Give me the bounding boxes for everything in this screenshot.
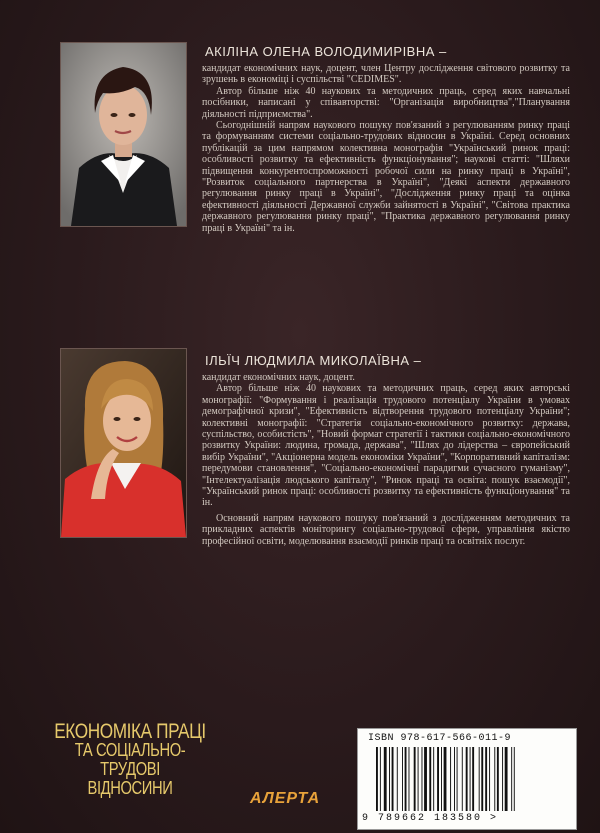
barcode-bar	[433, 747, 434, 811]
barcode-bar	[376, 747, 378, 811]
barcode-bar	[414, 747, 416, 811]
author2-bio-paragraph: Основний напрям наукового пошуку пов'язаний з дослідженням методичних та прикладних аспектів моніторингу соціально-трудової сфери, управління якістю професійної освіти, моделювання взаємодії ринків праці та освітніх послуг.	[202, 512, 570, 547]
barcode-bar	[450, 747, 451, 811]
barcode-bars	[376, 747, 556, 811]
ean-number: 9 789662 183580 >	[362, 813, 499, 824]
series-title	[30, 722, 230, 798]
barcode-bar	[479, 747, 480, 811]
barcode-bar	[441, 747, 442, 811]
author1-photo	[60, 42, 187, 227]
barcode-bar	[389, 747, 390, 811]
barcode-bar	[422, 747, 423, 811]
series-title-line: ЕКОНОМІКА ПРАЦІ	[54, 720, 206, 743]
barcode-bar	[497, 747, 499, 811]
barcode-bar	[502, 747, 503, 811]
barcode-bar	[466, 747, 468, 811]
barcode-bar	[418, 747, 419, 811]
author2-portrait	[61, 349, 186, 537]
barcode-bar	[397, 747, 398, 811]
barcode-bar	[429, 747, 431, 811]
barcode-bar	[380, 747, 381, 811]
author2-bio	[202, 372, 570, 547]
barcode-bar	[424, 747, 427, 811]
author1-bio-paragraph: Автор більше ніж 40 наукових та методичних праць, серед яких навчальні посібники, написані у співавторстві: "Організація виробництва","Планування діяльності підприємства".	[202, 85, 570, 120]
author1-bio	[202, 63, 570, 234]
series-title-line: ТА СОЦІАЛЬНО-	[74, 740, 186, 760]
barcode-bar	[384, 747, 387, 811]
isbn-number: ISBN 978-617-566-011-9	[368, 733, 512, 744]
author2-photo	[60, 348, 187, 538]
barcode-bar	[489, 747, 490, 811]
barcode-bar	[514, 747, 515, 811]
barcode-bar	[457, 747, 458, 811]
author1-bio-paragraph: Сьогоднішній напрям наукового пошуку пов'язаний з регулюванням ринку праці та формуванням системи соціально-трудових відносин в Україні. Серед основних публікацій за цим напрямом колективна монографія "Український ринок праці: особливості розвитку та ефективність функціонування"; наукові статті: "Шляхи підвищення конкурентоспроможності робочої сили на ринку праці в Україні", "Розвиток соціального партнерства в Україні", "Деякі аспекти державного регулювання ринку праці в Україні", "Дослідження ринку праці та оцінка ефективності діяльності Державної служби зайнятості в Україні", "Світова практика державного регулювання ринку праці", "Практика державного регулювання ринку праці в Україні" та ін.	[202, 120, 570, 234]
barcode-bar	[409, 747, 410, 811]
barcode-bar	[454, 747, 455, 811]
barcode-bar	[494, 747, 495, 811]
barcode-bar	[405, 747, 407, 811]
barcode-bar	[481, 747, 483, 811]
barcode-bar	[485, 747, 487, 811]
barcode-bar	[472, 747, 474, 811]
author1-name: АКІЛІНА ОЛЕНА ВОЛОДИМИРІВНА –	[205, 44, 447, 59]
author1-bio-paragraph: кандидат економічних наук, доцент, член Центру дослідження світового розвитку та зрушень в економіці і суспільстві "CEDIMES".	[202, 63, 570, 86]
barcode-bar	[444, 747, 447, 811]
barcode-bar	[511, 747, 512, 811]
author2-bio-paragraph: Автор більше ніж 40 наукових та методичних праць, серед яких авторські монографії: "Формування і реалізація трудового потенціалу України в умовах демографічної кризи", "Ефективність відтворення трудового потенціалу України"; колективні монографії: "Стратегія соціально-економічного розвитку: держава, суспільство, особистість", "Новий формат стратегії і тактики соціально-економічного розвитку України: людина, громада, держава", "Шлях до лідерства – європейський вибір України", "Акціонерна модель економіки України", "Корпоративний капіталізм: передумови становлення", "Соціально-економічні парадигми сучасного гуманізму", "Інтелектуалізація людського капіталу", "Ринок праці та освіта: пошук взаємодії", "Український ринок праці: особливості розвитку та ефективність функціонування" та ін.	[202, 383, 570, 509]
barcode	[357, 728, 577, 830]
barcode-bar	[392, 747, 394, 811]
author2-bio-paragraph: кандидат економічних наук, доцент.	[202, 372, 355, 383]
series-title-line: ВІДНОСИНИ	[87, 778, 173, 798]
barcode-bar	[437, 747, 439, 811]
author2-name: ІЛЬЇЧ ЛЮДМИЛА МИКОЛАЇВНА –	[205, 353, 422, 368]
barcode-bar	[402, 747, 403, 811]
barcode-bar	[462, 747, 463, 811]
barcode-bar	[470, 747, 471, 811]
barcode-bar	[505, 747, 508, 811]
author1-portrait	[61, 43, 186, 226]
publisher-logo: АЛЕРТА	[250, 790, 321, 807]
series-title-line: ТРУДОВІ	[100, 759, 160, 779]
